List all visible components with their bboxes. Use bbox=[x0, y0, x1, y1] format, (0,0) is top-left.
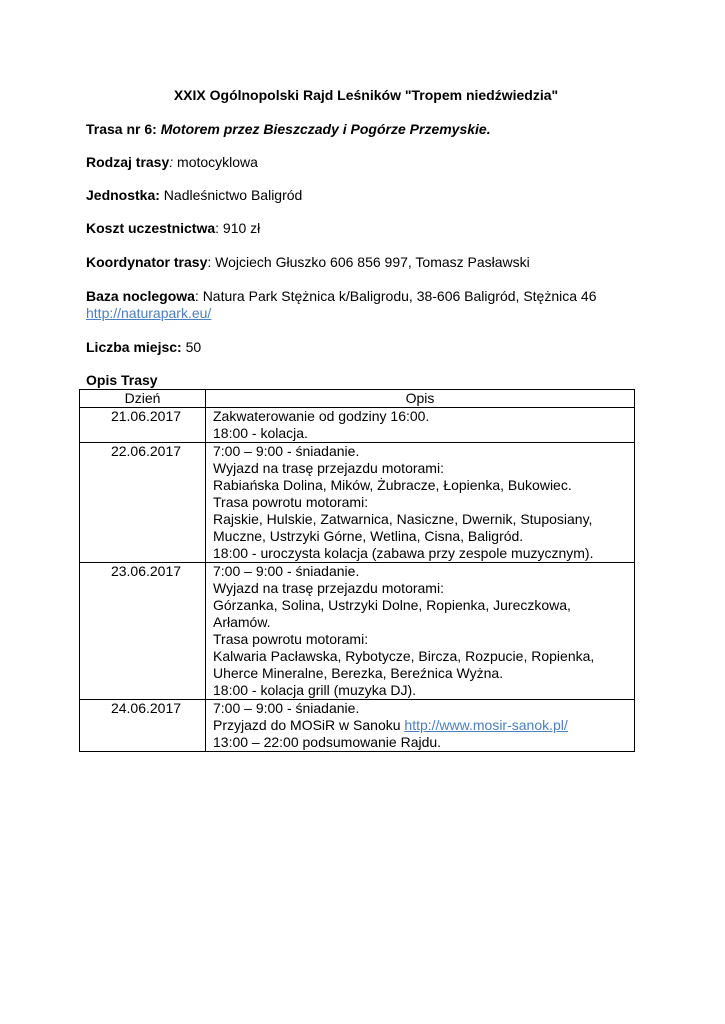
type-value: motocyklowa bbox=[173, 154, 258, 170]
description-heading: Opis Trasy bbox=[86, 372, 158, 388]
route-name: Motorem przez Bieszczady i Pogórze Przemyskie. bbox=[160, 121, 491, 137]
schedule-table bbox=[79, 389, 635, 752]
row-description bbox=[206, 408, 635, 443]
base-link-line bbox=[86, 305, 211, 322]
row-line: 18:00 - uroczysta kolacja (zabawa przy zespole muzycznym). bbox=[213, 545, 594, 561]
table-row bbox=[80, 563, 635, 700]
row-description bbox=[206, 563, 635, 700]
row-line: Trasa powrotu motorami: bbox=[213, 494, 369, 510]
naturapark-link[interactable]: http://naturapark.eu/ bbox=[86, 305, 212, 321]
document-title: XXIX Ogólnopolski Rajd Leśników "Tropem niedźwiedzia" bbox=[173, 87, 559, 103]
row-line: 18:00 - kolacja. bbox=[213, 425, 308, 441]
mosir-link[interactable]: http://www.mosir-sanok.pl/ bbox=[404, 717, 568, 733]
row-day: 21.06.2017 bbox=[80, 408, 206, 443]
base-line bbox=[86, 288, 596, 305]
row-line: Kalwaria Pacławska, Rybotycze, Bircza, Rozpucie, Ropienka, bbox=[213, 648, 595, 664]
cost-label: Koszt uczestnictwa bbox=[86, 220, 216, 236]
row-line: Trasa powrotu motorami: bbox=[213, 631, 369, 647]
type-label: Rodzaj trasy bbox=[86, 154, 170, 170]
row-day: 24.06.2017 bbox=[80, 700, 206, 752]
row-line: Zakwaterowanie od godziny 16:00. bbox=[213, 408, 430, 424]
row-line: 7:00 – 9:00 - śniadanie. bbox=[213, 700, 360, 716]
cost-value: : 910 zł bbox=[215, 220, 261, 236]
row-line: 7:00 – 9:00 - śniadanie. bbox=[213, 563, 360, 579]
row-line: 18:00 - kolacja grill (muzyka DJ). bbox=[213, 682, 417, 698]
coordinator-label: Koordynator trasy bbox=[86, 254, 208, 270]
table-row bbox=[80, 700, 635, 752]
row-line: Wyjazd na trasę przejazdu motorami: bbox=[213, 580, 444, 596]
row-day: 22.06.2017 bbox=[80, 443, 206, 563]
base-value: : Natura Park Stężnica k/Baligrodu, 38-606 Baligród, Stężnica 46 bbox=[194, 288, 597, 304]
row-line: Arłamów. bbox=[213, 614, 271, 630]
table-row bbox=[80, 408, 635, 443]
unit-value: Nadleśnictwo Baligród bbox=[159, 187, 303, 203]
row-line: Muczne, Ustrzyki Górne, Wetlina, Cisna, Baligród. bbox=[213, 528, 524, 544]
table-header-row bbox=[80, 390, 635, 408]
header-description: Opis bbox=[206, 390, 635, 408]
row-description bbox=[206, 700, 635, 752]
coordinator-line bbox=[86, 254, 530, 271]
row-line: Górzanka, Solina, Ustrzyki Dolne, Ropienka, Jureczkowa, bbox=[213, 597, 571, 613]
mosir-prefix: Przyjazd do MOSiR w Sanoku bbox=[213, 717, 405, 733]
unit-label: Jednostka: bbox=[86, 187, 160, 203]
row-line bbox=[213, 717, 634, 734]
table-row bbox=[80, 443, 635, 563]
places-label: Liczba miejsc: bbox=[86, 339, 182, 355]
type-line bbox=[86, 154, 258, 171]
cost-line bbox=[86, 220, 260, 237]
row-line: Uherce Mineralne, Berezka, Bereźnica Wyżna. bbox=[213, 665, 504, 681]
type-colon: : bbox=[169, 154, 174, 170]
row-line: 13:00 – 22:00 podsumowanie Rajdu. bbox=[213, 734, 442, 750]
places-value: 50 bbox=[181, 339, 202, 355]
row-line: Rabiańska Dolina, Mików, Żubracze, Łopienka, Bukowiec. bbox=[213, 477, 572, 493]
row-description bbox=[206, 443, 635, 563]
route-label: Trasa nr 6: bbox=[86, 121, 157, 137]
row-line: Rajskie, Hulskie, Zatwarnica, Nasiczne, Dwernik, Stuposiany, bbox=[213, 511, 593, 527]
coordinator-value: : Wojciech Głuszko 606 856 997, Tomasz Pasławski bbox=[207, 254, 530, 270]
route-line bbox=[86, 121, 491, 138]
base-label: Baza noclegowa bbox=[86, 288, 195, 304]
row-day: 23.06.2017 bbox=[80, 563, 206, 700]
places-line bbox=[86, 339, 201, 356]
row-line: Wyjazd na trasę przejazdu motorami: bbox=[213, 460, 444, 476]
header-day: Dzień bbox=[80, 390, 206, 408]
unit-line bbox=[86, 187, 302, 204]
row-line: 7:00 – 9:00 - śniadanie. bbox=[213, 443, 360, 459]
